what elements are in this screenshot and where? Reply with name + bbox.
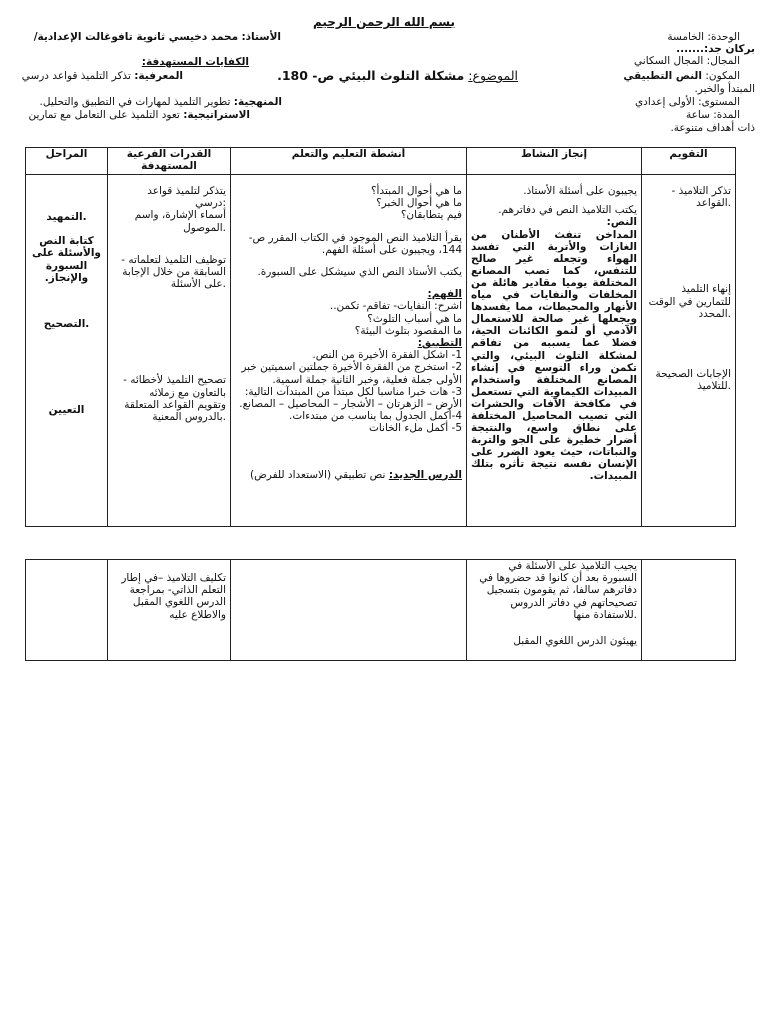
stages-cell <box>26 175 108 527</box>
strategy-line <box>29 109 250 121</box>
ability-item: أسماء الإشارة، واسم <box>134 209 226 222</box>
activity-item: الأرض – الزهرتان – الأشجار – المحاصيل – المصانع. <box>239 398 462 411</box>
ability-item: :درسي <box>195 197 226 210</box>
activity-item: فيم يتطابقان؟ <box>400 209 462 222</box>
header-achievement: إنجاز النشاط <box>467 148 642 175</box>
ability-item: تصحيح التلميذ لأخطائه - <box>123 374 226 387</box>
evaluation-item: إنهاء التلميذ <box>681 283 731 296</box>
mubtada-line: المبتدأ والخبر. <box>694 83 755 95</box>
assignment-stage-cell <box>26 560 108 661</box>
activity-item: يقرأ التلاميذ النص الموجود في الكتاب المقرر ص- <box>248 231 462 244</box>
method-line <box>40 96 282 108</box>
stage-assignment: التعيين <box>48 404 85 417</box>
unit-label: الوحدة: <box>707 31 740 43</box>
activity-item: 2- استخرج من الفقرة الأخيرة جملتين اسميتين خبر <box>241 361 462 374</box>
assignment-ability-item: التعلم الذاتي- بمراجعة <box>129 584 226 597</box>
lesson-table <box>25 147 736 527</box>
comprehension-title: الفهم: <box>427 288 462 301</box>
assignment-achievement-item: السبورة بعد أن كانوا قد حضروها في <box>479 572 637 585</box>
cognitive-value: تذكر التلميذ قواعد درسي <box>21 70 131 82</box>
activity-item: ما هي أحوال الخبر؟ <box>376 197 462 210</box>
assignment-achievement-item: تصحيحاتهم في دفاتر الدروس <box>510 596 637 609</box>
assignment-achievement-item: يهيئون الدرس اللغوي المقبل <box>513 635 637 648</box>
assignment-achievement-item: دفاترهم سالفا، ثم يقومون بتسجيل <box>486 584 637 597</box>
domain-value: المجال السكاني <box>634 55 704 67</box>
ability-item: توظيف التلميذ لتعلماته - <box>121 253 226 266</box>
assignment-achievement-item: .للاستفادة منها <box>573 608 637 621</box>
activity-item: 3- هات خبرا مناسبا لكل مبتدأ من المبتدآت التالية: <box>244 385 462 398</box>
activities-cell <box>231 175 467 527</box>
level-line <box>635 96 740 108</box>
evaluation-item: .للتلاميذ <box>697 380 731 393</box>
assignment-activities-cell <box>231 560 467 661</box>
table-header-row <box>26 148 736 175</box>
evaluation-item: للتمارين في الوقت <box>648 295 731 308</box>
stage-writing: كتابة النص والأسئلة على السبورة والإنجاز. <box>32 235 101 284</box>
competencies-title: الكفايات المستهدفة: <box>141 56 249 68</box>
lesson-text: المداخن تنفث الأطنان من الغازات والأتربة التي تفسد الهواء وتجعله غير صالح للتنفس، كما تصب المصانع المختلفة يوميا مقادير هائلة من المخلفات والنفايات في مياه الأنهار والمحيطات، مما يفسدها ويجعلها غير صالحة للاستعمال الآدمي أو لنمو الكائنات الحية، فضلا عما يسببه من تفاقم لمشكلة التلوث البيئي، والتي تكمن وراء التوسع في إنشاء المصانع المختلفة واستخدام المبيدات الكيماوية التي تستعمل في مكافحة الآفات والحشرات التي تصيب المحاصيل المختلفة على نطاق واسع، والنتيجة أضرار خطيرة على الجو والتربة والنباتات، حيث يعود الضرر على الإنسان نفسه نتيجة تأثره بتلك المبيدات. <box>471 228 637 483</box>
assignment-achievement-item: يجيب التلاميذ على الأسئلة في <box>508 560 637 572</box>
ability-item: .على الأسئلة <box>170 278 226 291</box>
subject-value: مشكلة التلوث البيئي ص- 180. <box>277 68 465 83</box>
application-title: التطبيق: <box>417 337 462 350</box>
activity-item: اشرح: النفايات- تفاقم- تكمن.. <box>329 300 462 313</box>
unit-line <box>667 31 740 43</box>
activity-item: 5- أكمل ملء الخانات <box>368 422 462 435</box>
cognitive-label: المعرفية: <box>134 70 183 82</box>
component-line <box>623 70 740 82</box>
domain-line <box>634 55 740 67</box>
teacher-line <box>34 31 281 43</box>
assignment-abilities-cell <box>108 560 231 661</box>
stage-correction: .التصحيح <box>43 318 90 331</box>
cognitive-line <box>22 70 183 82</box>
level-value: الأولى إعدادي <box>634 96 695 108</box>
strategy-value: تعود التلميذ على التعامل مع تمارين <box>28 109 180 121</box>
activity-item: 144، ويجيبون على أسئلة الفهم. <box>321 243 462 256</box>
basmala: بسم الله الرحمن الرحيم <box>312 15 456 29</box>
ability-item: .بالدروس المعنية <box>152 411 226 424</box>
assignment-table <box>25 559 736 661</box>
activity-item: ما المقصود بتلوث البيئة؟ <box>354 324 462 337</box>
activity-item: الأولى جملة فعلية، وخبر الثانية جملة اسمية. <box>272 373 462 386</box>
stage-intro: .التمهيد <box>46 211 87 223</box>
method-label: المنهجية: <box>233 96 282 108</box>
activity-item: 1- اشكل الفقرة الأخيرة من النص. <box>312 349 462 362</box>
assignment-ability-item: والاطلاع عليه <box>169 608 226 621</box>
assignment-evaluation-cell <box>642 560 736 661</box>
activity-item: 4-أكمل الجدول بما يناسب من مبتدءات. <box>289 410 462 423</box>
evaluation-cell <box>642 175 736 527</box>
component-value: النص التطبيقي <box>623 70 702 82</box>
activity-item: ما هي أسباب التلوث؟ <box>367 312 462 325</box>
duration-value: ساعة <box>686 109 710 121</box>
grade-line: بركان جد:....... <box>676 43 755 55</box>
evaluation-item: .القواعد <box>696 197 731 210</box>
level-label: المستوى: <box>698 96 740 108</box>
ability-item: وتقويم القواعد المتعلقة <box>124 398 226 411</box>
achievement-item: يجيبون على أسئلة الأستاذ. <box>523 185 637 197</box>
ability-item: .الموصول <box>183 221 226 234</box>
text-title: النص: <box>606 216 637 229</box>
unit-value: الخامسة <box>667 31 705 43</box>
evaluation-item: تذكر التلاميذ - <box>671 185 731 197</box>
table-body-row <box>26 175 736 527</box>
achievement-cell <box>467 175 642 527</box>
component-label: المكون: <box>705 70 740 82</box>
assignment-ability-item: الدرس اللغوي المقبل <box>132 596 226 609</box>
achievement-item: يكتب التلاميذ النص في دفاترهم. <box>498 204 637 217</box>
new-lesson-label: الدرس الجديد: <box>388 468 462 481</box>
header-stages: المراحل <box>26 148 108 175</box>
activity-item: ما هي أحوال المبتدأ؟ <box>370 185 462 197</box>
abilities-cell <box>108 175 231 527</box>
domain-label: المجال: <box>706 55 740 67</box>
subject-label: الموضوع: <box>468 68 518 83</box>
subject-line <box>277 68 518 83</box>
duration-label: المدة: <box>713 109 740 121</box>
ability-item: يتذكر لتلميذ قواعد <box>147 185 226 197</box>
header-evaluation: التقويم <box>642 148 736 175</box>
evaluation-item: الإجابات الصحيحة <box>655 368 731 381</box>
new-lesson <box>235 469 462 481</box>
assignment-achievement-cell <box>467 560 642 661</box>
assignment-ability-item: تكليف التلاميذ –في إطار <box>121 572 226 584</box>
header-activities: أنشطة التعليم والتعلم <box>231 148 467 175</box>
teacher-name: محمد دخيسي ثانوية تافوغالت الإعدادية/ <box>33 31 239 43</box>
ability-item: السابقة من خلال الإجابة <box>122 266 226 279</box>
duration-line <box>686 109 740 121</box>
assignment-row <box>26 560 736 661</box>
teacher-label: الأستاذ: <box>241 31 281 43</box>
header-abilities: القدرات الفرعية المستهدفة <box>108 148 231 175</box>
strategy-continuation: ذات أهداف متنوعة. <box>670 122 755 134</box>
evaluation-item: .المحدد <box>698 307 731 320</box>
strategy-label: الاستراتيجية: <box>183 109 250 121</box>
activity-item: يكتب الأستاذ النص الذي سيشكل على السبورة. <box>257 266 462 279</box>
method-value: تطوير التلميذ لمهارات في التطبيق والتحليل. <box>39 96 231 108</box>
new-lesson-value: نص تطبيقي (الاستعداد للفرض) <box>250 468 386 481</box>
ability-item: بالتعاون مع زملائه <box>149 386 226 399</box>
